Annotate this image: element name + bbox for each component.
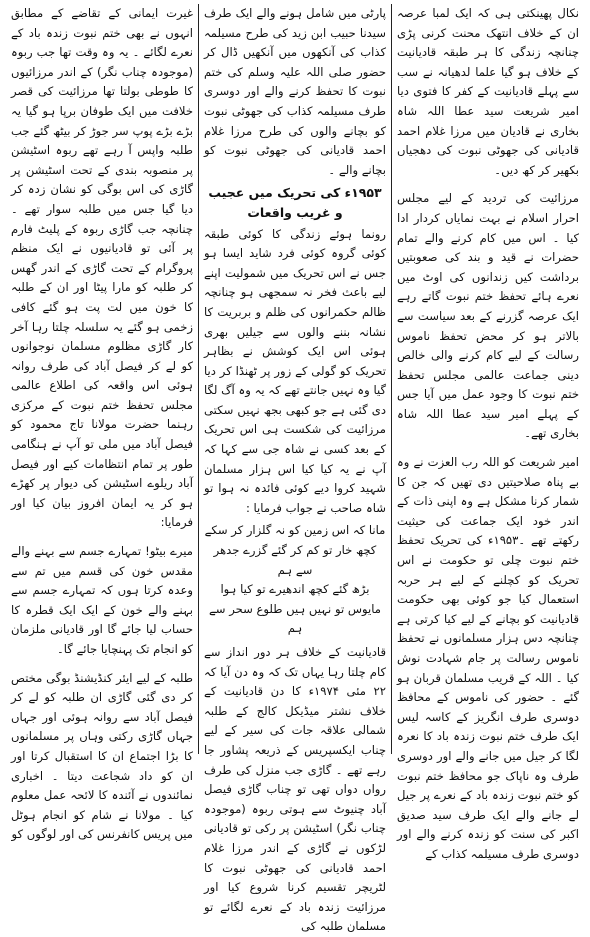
paragraph: قادیانیت کے خلاف ہر دور انداز سے کام چلتا رہا یہاں تک کہ وہ دن آیا کہ ۲۲ مئی ۱۹۷۴ء کا دن قادیانیت کے خلاف نشتر میڈیکل کالج کے طلبہ شمالی علاقہ جات کی سیر کے لیے چناب ایکسپریس کے ذریعہ پشاور جا رہے تھے ۔ گاڑی جب منزل کی طرف رواں دواں تھی تو چناب گاڑی فیصل آباد چنیوٹ سے ہوتی ربوہ (موجودہ چناب نگر) اسٹیشن پر رکی تو قادیانی لڑکوں نے گاڑی کے اندر مرزا غلام احمد قادیانی کی جھوٹی نبوت کا لٹریچر تقسیم کرنا شروع کیا اور مرزائیت زندہ باد کے نعرے لگائے تو مسلمان طلبہ کی [204, 645, 387, 934]
paragraph: رونما ہوئے زندگی کا کوئی طبقہ کوئی گروہ کوئی فرد شاید ایسا ہو جس نے اس تحریک میں شمولیت اپنے لیے باعث فخر نہ سمجھی ہو چنانچہ ظالم حکمرانوں کی ظلم و بربریت کا نشانہ بننے والوں سے جیلیں بھری ہوئی اس ایک کوشش نے بظاہر تحریک کو گولی کے زور پر ٹھنڈا کر دیا گیا وہ نہیں جانتے تھے کہ یہ وہ آگ لگا دی گئی ہے جو کبھی بجھ نہیں سکتی مرزائیت کی شکست ہی اس تحریک کے بعد کسی نے شاہ جی سے کہا کہ آپ نے یہ کیا کیا اس ہزار مسلمان شہید کروا دیے کوئی فائدہ نہ ہوا تو شاہ صاحب نے جواب فرمایا : [204, 226, 386, 515]
paragraph: مرزائیت کی تردید کے لیے مجلس احرار اسلام نے بہت نمایاں کردار ادا کیا ۔ اس میں کام کرنے والے تمام حضرات نے قید و بند کی صعوبتیں برداشت کیں زندانوں کی اوٹ میں نعرے ہائے تحفظ ختم نبوت گاتے رہے ایک عرصہ گزرنے کے بعد سیاست سے بالاتر ہو کر محض تحفظ ناموس رسالت کے لیے کام کرنے والی خالص دینی جماعت عالمی مجلس تحفظ ختم نبوت کا وجود عمل میں آیا جس کے پہلے امیر سید عطا اللہ شاہ بخاری تھے۔ [397, 191, 579, 441]
paragraph: امیر شریعت کو اللہ رب العزت نے وہ بے پناہ صلاحیتیں دی تھیں کہ جن کا شمار کرنا مشکل ہے وہ اپنی ذات کے اندر خود ایک جماعت کی حیثیت رکھتے تھے ۔۱۹۵۳ء کی تحریک تحفظ ختم نبوت چلی تو حکومت نے اس تحریک کو کچلنے کے لیے ہر حربہ استعمال کیا جو کوئی بھی حکومت قادیانیت کو بچانے کے لیے کیا کرتی ہے چنانچہ دس ہزار مسلمانوں نے تحفظ ناموس رسالت پر جام شہادت نوش کیا ۔ اللہ کے قریب مسلمان قربان ہو گئے ۔ حضور کی ناموس کے محافظ دوسری طرف انگریز کے کاسہ لیس ایک طرف ختم نبوت زندہ باد کا نعرہ لگا کر جیل میں جانے والے اور دوسری طرف وہ ناپاک جو محافظ ختم نبوت کو ختم نبوت زندہ باد کے نعرے پر جیل لے جانے والے ایک طرف سید صدیق اکبر کی سنت کو زندہ کرنے والے اور دوسری طرف مسیلمہ کذاب کے [397, 455, 579, 861]
poem-verse: مانا کہ اس زمین کو نہ گلزار کر سکے [204, 523, 386, 538]
quotation: میرے بیٹو! تمہارے جسم سے بہنے والے مقدس خون کی قسم میں تم سے وعدہ کرتا ہوں کہ تمہارے جسم سے بہنے والے خون کے ایک ایک قطرہ کا حساب لیا جائے گا اور قادیانی ملزمان کو انجام تک پہنچایا جائے گا۔ [11, 544, 193, 656]
section-heading: ۱۹۵۳ء کی تحریک میں عجیب و غریب واقعات [208, 185, 382, 220]
poem-verse: بڑھ گئے کچھ اندھیرے تو کیا ہوا [220, 582, 370, 597]
poem-verse: کچھ خار تو کم کر گئے گزرے جدھر سے ہم [213, 543, 377, 577]
poem [204, 521, 386, 639]
poem-verse: مایوس تو نہیں ہیں طلوع سحر سے ہم [209, 601, 381, 636]
column-middle [199, 4, 392, 934]
column-right [392, 4, 584, 861]
paragraph: طلبہ کے لیے ایئر کنڈیشنڈ بوگی مختص کر دی گئی گاڑی ان طلبہ کو لے کر فیصل آباد سے روانہ ہوئی اور جہاں جہاں گاڑی رکتی وہاں پر مسلمانوں کا بڑا اجتماع ان کا استقبال کرتا اور ان کو داد شجاعت دیتا ۔ اخباری نمائندوں نے آئندہ کا لائحہ عمل معلوم کیا ۔ مولانا نے شام کو انجام ہوٹل میں پریس کانفرنس کی اور لوگوں کو [10, 670, 193, 842]
paragraph: غیرت ایمانی کے تقاضے کے مطابق انہوں نے بھی ختم نبوت زندہ باد کے نعرے لگائے ۔ یہ وہ وقت تھا جب ربوہ (موجودہ چناب نگر) کے اندر مرزائیوں کا طوطی بولتا تھا مرزائیت کی قصر خلافت میں ایک طوفان برپا ہو گیا یہ بڑے بڑے پوپ سر جوڑ کر بیٹھ گئے جب طلبہ واپس آ رہے تھے ربوہ اسٹیشن پر منصوبہ بندی کے تحت اسٹیشن پر گاڑی کی اس بوگی کو نشان زدہ کر دیا گیا جس میں طلبہ سوار تھے ۔ چنانچہ جب گاڑی ربوہ کے پلیٹ فارم پر آئی تو قادیانیوں نے ایک منظم پروگرام کے تحت گاڑی کے اندر گھس کر طلبہ کو مارا پیٹا اور ان کے طلبہ کا خون میں لت پت ہو گئے کافی زخمی ہو گئے یہ سلسلہ چلتا رہا آخر کار گاڑی مظلوم مسلمان نوجوانوں کو لے کر فیصل آباد کی طرف روانہ ہوئی اس واقعہ کی اطلاع عالمی مجلس تحفظ ختم نبوت کے مرکزی رہنما حضرت مولانا تاج محمود کو فیصل آباد میں ملی تو آپ نے ہنگامی طور پر تمام انتظامات کیے اور فیصل آباد ریلوے اسٹیشن کی دیوار پر کھڑے ہو کر یہ ایمان افروز بیان کیا اور فرمایا: [11, 6, 193, 530]
paragraph: پارٹی میں شامل ہونے والے ایک طرف سیدنا حبیب ابن زید کی طرح مسیلمہ کذاب کی آنکھوں میں آنکھیں ڈال کر حضور صلی اللہ علیہ وسلم کی ختم نبوت کا تحفظ کرنے والے اور دوسری طرف مسیلمہ کذاب کی جھوٹی نبوت کو بچانے والوں کی طرح مرزا غلام احمد قادیانی کی جھوٹی نبوت کو بچانے والے ۔ [204, 6, 386, 177]
column-left [6, 4, 199, 842]
paragraph: نکال پھینکتی ہی کہ ایک لمبا عرصہ ان کے خلاف انتھک محنت کرنی پڑی چنانچہ زندگی کا ہر طبقہ قادیانیت کے خلاف ہو گیا علما لدھیانہ نے سب سے پہلے قادیانیت کے کفر کا فتوی دیا امیر شریعت سید عطا اللہ شاہ بخاری نے قادیان میں مرزا غلام احمد قادیانی کی جھوٹی نبوت کی دھجیاں بکھیر کر کھ دیں۔ [397, 6, 579, 177]
